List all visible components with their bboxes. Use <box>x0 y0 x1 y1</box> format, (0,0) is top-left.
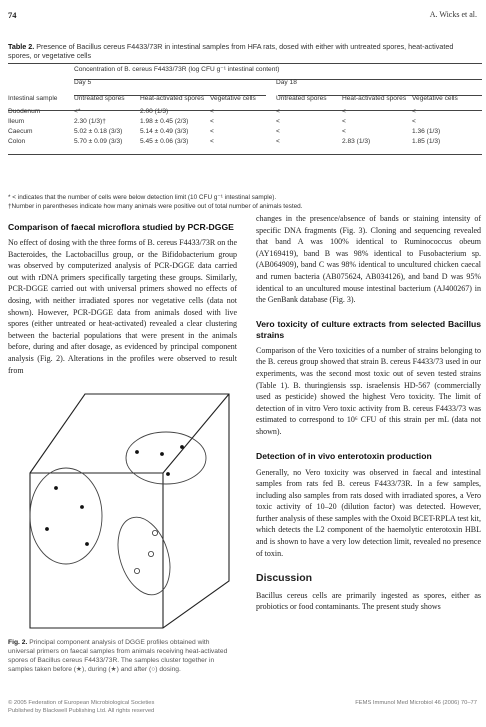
paragraph: No effect of dosing with the three forms of B. cereus F4433/73R on the Bacteroides, the Lactobacillus group, or the Bifidobacterium group was observed by computerized analysis of PCR-DGGE data carried out with rDNA primers specifically targeting these groups. Similarly, PCR-DGGE carried out with universal primers showed no effects of dosing, with neither irradiated spores nor vegetative cells (data not shown). However, PCR-DGGE data from animals dosed with live spores (either untreated or heat-activated) revealed a clear clustering between the bacterial populations that were present in the animals before, during and after dosage, as evidenced by principal component analysis (Fig. 2). Alterations in the profiles were observed to result from <box>8 238 237 375</box>
table-cell: < <box>342 107 346 115</box>
sample-point-after <box>152 530 157 535</box>
section-heading-enterotoxin: Detection of in vivo enterotoxin production <box>256 450 432 461</box>
table-cell: Caecum <box>8 127 33 135</box>
paragraph: Bacillus cereus cells are primarily ingested as spores, either as probiotics or food contaminants. The present study shows <box>256 590 481 612</box>
figure-caption-label: Fig. 2. <box>8 639 28 646</box>
table-footnotes <box>8 193 482 211</box>
column-header: Heat-activated spores <box>342 94 407 102</box>
sample-point <box>135 450 139 454</box>
results-table <box>8 64 482 146</box>
table-cell: < <box>210 137 214 145</box>
paragraph: Generally, no Vero toxicity was observed in faecal and intestinal samples from rats fed B. cereus F4433/73R. In a few samples, including also samples from rats dosed with irradiated spores, a Vero toxic activity of 10–20 (dilution factor) was detected. However, further analysis of these samples with the Oxoid BCET-RPLA test kit, which detects the L2 component of the haemolytic enterotoxin HBL and is shown to have a very low detection limit, revealed no presence of toxin. <box>256 467 481 558</box>
table-row <box>8 136 482 146</box>
day-header-row <box>8 74 482 90</box>
table-cell: 2.00 (1/3) <box>140 107 169 115</box>
column-header-row <box>8 90 482 106</box>
cluster-ellipse-before <box>30 468 102 564</box>
column-header: Heat-activated spores <box>140 94 205 102</box>
table-caption-text: Presence of Bacillus cereus F4433/73R in intestinal samples from HFA rats, dosed with either with untreated spores, heat-activated spores, or vegetative cells <box>8 42 454 61</box>
footer-copyright <box>8 700 154 715</box>
column-header: Vegetative cells <box>412 94 458 102</box>
table-cell: 1.36 (1/3) <box>412 127 441 135</box>
table-cell: < <box>276 127 280 135</box>
sample-point <box>80 505 84 509</box>
right-column <box>256 213 481 613</box>
table-cell: < <box>412 117 416 125</box>
table-cell: < <box>210 117 214 125</box>
table-cell: 5.02 ± 0.18 (3/3) <box>74 127 123 135</box>
group-header-row <box>8 64 482 74</box>
cluster-ellipse-during <box>126 432 206 484</box>
column-header: Untreated spores <box>276 94 327 102</box>
sample-point-after <box>134 568 139 573</box>
table-cell: 5.70 ± 0.09 (3/3) <box>74 137 123 145</box>
table-cell: 2.83 (1/3) <box>342 137 371 145</box>
table-footnote: †Number in parentheses indicate how many animals were positive out of total number of animals tested. <box>8 203 303 210</box>
sample-point-after <box>148 551 153 556</box>
copyright-line: Published by Blackwell Publishing Ltd. All rights reserved <box>8 707 155 714</box>
cluster-ellipse-after <box>109 511 179 602</box>
group-header: Concentration of B. cereus F4433/73R (log CFU g⁻¹ intestinal content) <box>74 66 280 73</box>
sample-point <box>54 486 58 490</box>
day5-header: Day 5 <box>74 78 92 86</box>
table-row <box>8 106 482 116</box>
sample-point <box>160 452 164 456</box>
table-cell: 5.14 ± 0.49 (3/3) <box>140 127 189 135</box>
paragraph: changes in the presence/absence of bands or staining intensity of specific DNA fragments (Fig. 3). Cloning and sequencing revealed that band A was 100% identical to Ruminococcus obeum (AY169419), band B was 98% identical to Fusobacterium sp. (AB064909), band C was 98% identical to uncultured chicken caecal and rumen bacteria (AB075624, AB034126), and band D was 95% identical to an uncultured mouse intestinal bacterium (AJ400267) in the GenBank database (Fig. 3). <box>256 214 481 305</box>
copyright-line: © 2005 Federation of European Microbiological Societies <box>8 700 155 706</box>
table-cell: < <box>412 107 416 115</box>
table-footnote: * < indicates that the number of cells were below detection limit (10 CFU g⁻¹ intestinal sample). <box>8 194 277 201</box>
table-cell: < <box>342 127 346 135</box>
table-row <box>8 116 482 126</box>
table-cell: 2.30 (1/3)† <box>74 117 106 125</box>
left-column <box>8 222 237 376</box>
table-cell: <* <box>74 107 81 115</box>
footer-journal: FEMS Immunol Med Microbiol 46 (2006) 70–77 <box>355 700 477 706</box>
table-cell: < <box>276 107 280 115</box>
column-header: Untreated spores <box>74 94 125 102</box>
sample-point <box>85 542 89 546</box>
table-row <box>8 126 482 136</box>
table-cell: 5.45 ± 0.06 (3/3) <box>140 137 189 145</box>
figure-caption <box>8 638 238 674</box>
page-number: 74 <box>8 10 17 20</box>
table-cell: < <box>210 127 214 135</box>
table-cell: < <box>342 117 346 125</box>
section-heading-discussion: Discussion <box>256 572 313 585</box>
table-cell: < <box>276 117 280 125</box>
running-head: A. Wicks et al. <box>429 10 477 19</box>
figure-caption-text: Principal component analysis of DGGE profiles obtained with universal primers on faecal samples from animals receiving heat-activated spores of Bacillus cereus F4433/73R. The samples cluster together in samples taken before (★), during (★) and after (○) dosing. <box>8 639 228 673</box>
cube-front-edges <box>30 394 229 628</box>
table-caption <box>8 42 478 61</box>
table-cell: < <box>276 137 280 145</box>
sample-point <box>166 472 170 476</box>
section-heading-pcr-dgge: Comparison of faecal microflora studied by PCR-DGGE <box>8 222 234 232</box>
sample-point <box>45 527 49 531</box>
table-cell: 1.98 ± 0.45 (2/3) <box>140 117 189 125</box>
paragraph: Comparison of the Vero toxicities of a number of strains belonging to the B. cereus group showed that strain B. cereus F4433/73 used in our experiments, was the second most toxic out of seven tested strains (Table 1). B. thuringiensis ssp. israelensis HD-567 (commercially used as pesticide) showed the highest Vero toxicity. The limit of detection of in vitro Vero toxic activity from B. cereus F4433/73 was estimated to correspond to 10⁶ CFU of this strain per mL (data not shown). <box>256 345 481 436</box>
table-cell: Colon <box>8 137 26 145</box>
section-heading-vero-toxicity: Vero toxicity of culture extracts from selected Bacillus strains <box>256 318 481 340</box>
table-cell: 1.85 (1/3) <box>412 137 441 145</box>
table-cell: Duodenum <box>8 107 41 115</box>
sample-point <box>180 445 184 449</box>
pca-3d-plot <box>8 388 237 633</box>
table-cell: < <box>210 107 214 115</box>
day18-header: Day 18 <box>276 78 297 86</box>
column-header: Vegetative cells <box>210 94 256 102</box>
table-caption-label: Table 2. <box>8 42 35 51</box>
table-bottom-rule <box>8 154 482 155</box>
column-header: Intestinal sample <box>8 94 58 102</box>
table-cell: Ileum <box>8 117 25 125</box>
